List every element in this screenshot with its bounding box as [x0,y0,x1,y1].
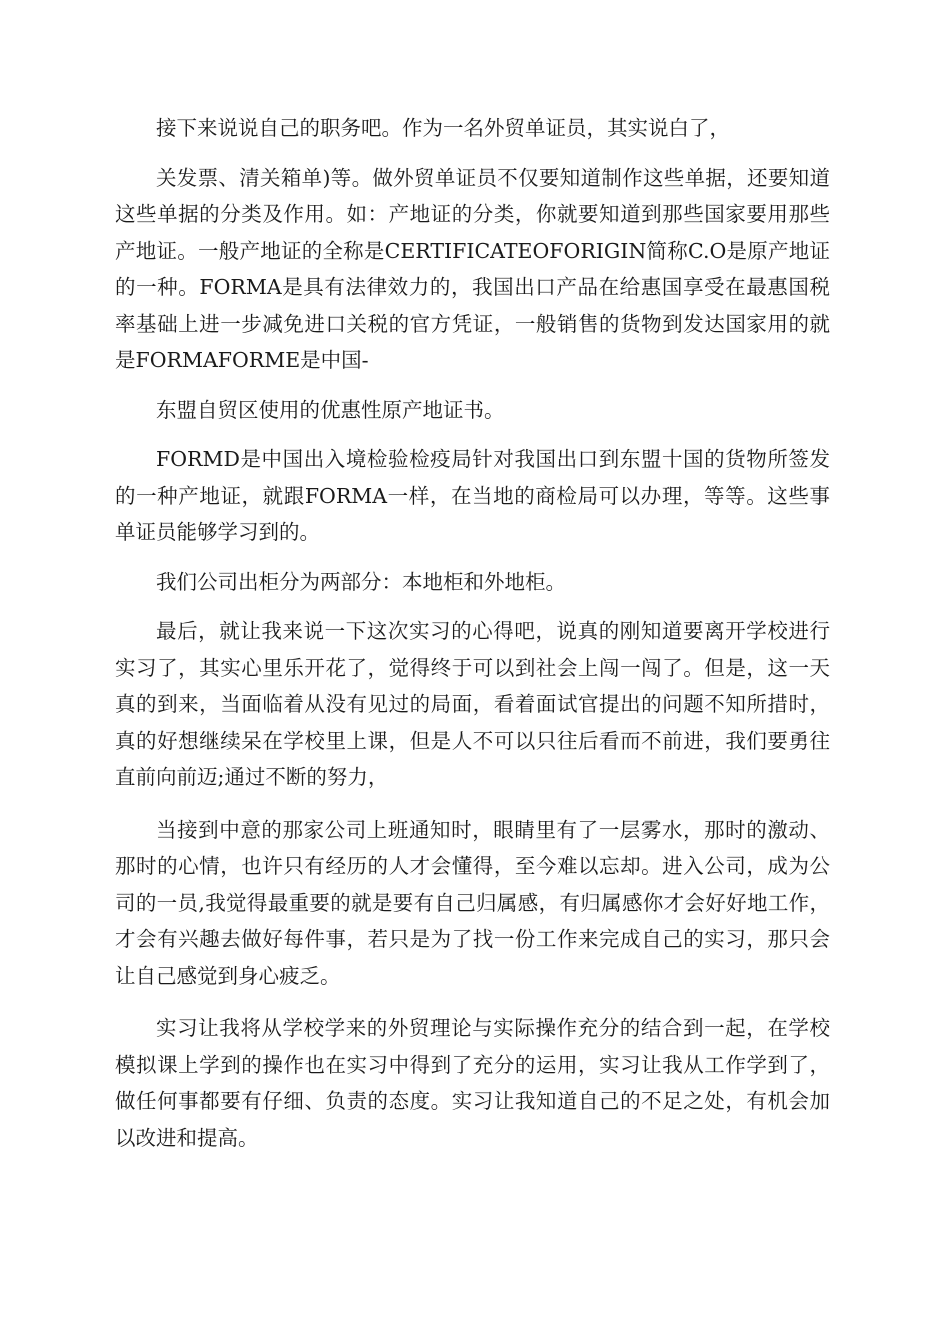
paragraph-form-d: FORMD是中国出入境检验检疫局针对我国出口到东盟十国的货物所签发的一种产地证，就跟FORMA一样，在当地的商检局可以办理，等等。这些事单证员能够学习到的。 [115,447,830,544]
paragraph-conclusion: 实习让我将从学校学来的外贸理论与实际操作充分的结合到一起，在学校模拟课上学到的操作也在实习中得到了充分的运用，实习让我从工作学到了，做任何事都要有仔细、负责的态度。实习让我知道自己的不足之处，有机会加以改进和提高。 [115,1016,830,1150]
paragraph-duties-intro: 接下来说说自己的职务吧。作为一名外贸单证员，其实说白了， [156,116,730,140]
paragraph-reflection: 最后，就让我来说一下这次实习的心得吧，说真的刚知道要离开学校进行实习了，其实心里乐开花了，觉得终于可以到社会上闯一闯了。但是，这一天真的到来，当面临着从没有见过的局面，看着面试官提出的问题不知所措时，真的好想继续呆在学校里上课，但是人不可以只往后看而不前进，我们要勇往直前向前迈;通过不断的努力， [115,619,830,789]
paragraph-containers: 我们公司出柜分为两部分：本地柜和外地柜。 [156,569,566,594]
paragraph-asean-certificate: 东盟自贸区使用的优惠性原产地证书。 [156,397,505,422]
paragraph-joining-company: 当接到中意的那家公司上班通知时，眼睛里有了一层雾水，那时的激动、那时的心情，也许只有经历的人才会懂得，至今难以忘却。进入公司，成为公司的一员,我觉得最重要的就是要有自己归属感，有归属感你才会好好地工作，才会有兴趣去做好每件事，若只是为了找一份工作来完成自己的实习，那只会让自己感觉到身心疲乏。 [115,817,830,988]
paragraph-documents: 关发票、清关箱单)等。做外贸单证员不仅要知道制作这些单据，还要知道这些单据的分类及作用。如：产地证的分类，你就要知道到那些国家要用那些产地证。一般产地证的全称是CERTIFICATEOFORIGIN简称C.O是原产地证的一种。FORMA是具有法律效力的，我国出口产品在给惠国享受在最惠国税率基础上进一步减免进口关税的官方凭证，一般销售的货物到发达国家用的就是FORMAFORME是中国- [115,165,830,372]
document-body [115,110,830,1169]
